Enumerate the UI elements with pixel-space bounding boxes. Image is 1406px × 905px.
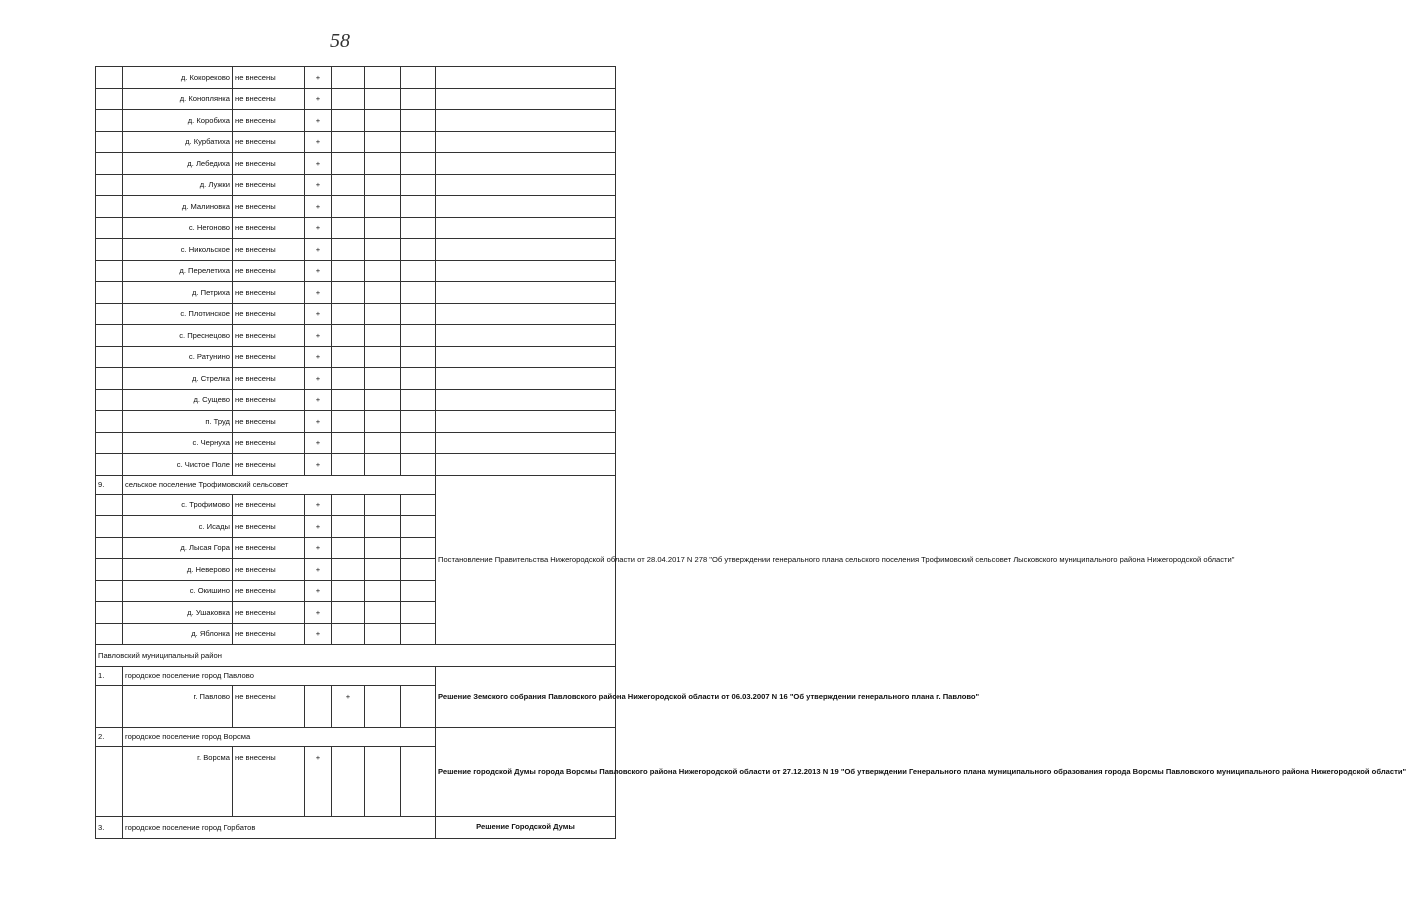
mark-cell-4 xyxy=(401,260,436,282)
settlement-name: д. Лужки xyxy=(123,174,233,196)
mark-cell-4 xyxy=(401,685,436,727)
document-cell xyxy=(436,346,616,368)
mark-cell-2 xyxy=(332,174,365,196)
document-cell: Решение Земского собрания Павловского района Нижегородской области от 06.03.2007 N 16 "Об утверждении генерального плана г. Павлово" xyxy=(436,666,616,727)
mark-cell-1: + xyxy=(305,217,332,239)
table-row xyxy=(96,239,616,261)
mark-cell-2 xyxy=(332,454,365,476)
mark-cell-3 xyxy=(365,559,401,581)
document-cell xyxy=(436,131,616,153)
table-row xyxy=(96,325,616,347)
changes-status: не внесены xyxy=(233,110,305,132)
document-cell xyxy=(436,303,616,325)
num-cell xyxy=(96,454,123,476)
changes-status: не внесены xyxy=(233,153,305,175)
mark-cell-3 xyxy=(365,260,401,282)
document-cell xyxy=(436,389,616,411)
mark-cell-1: + xyxy=(305,623,332,645)
mark-cell-3 xyxy=(365,131,401,153)
changes-status: не внесены xyxy=(233,602,305,624)
mark-cell-4 xyxy=(401,217,436,239)
changes-status: не внесены xyxy=(233,623,305,645)
num-cell xyxy=(96,602,123,624)
mark-cell-2 xyxy=(332,537,365,559)
section-title: городское поселение город Горбатов xyxy=(123,816,436,838)
mark-cell-4 xyxy=(401,602,436,624)
mark-cell-1: + xyxy=(305,389,332,411)
settlement-name: с. Исады xyxy=(123,516,233,538)
planning-table xyxy=(95,66,1406,839)
table-row xyxy=(96,432,616,454)
mark-cell-1: + xyxy=(305,303,332,325)
num-cell xyxy=(96,110,123,132)
document-cell: Решение городской Думы города Ворсмы Павловского района Нижегородской области от 27.12.2013 N 19 "Об утверждении Генерального плана муниципального образования города Ворсмы Павловского муниципального района Нижегородской области" xyxy=(436,727,616,816)
document-cell xyxy=(436,174,616,196)
mark-cell-1: + xyxy=(305,282,332,304)
mark-cell-1: + xyxy=(305,454,332,476)
document-cell xyxy=(436,196,616,218)
settlement-name: п. Труд xyxy=(123,411,233,433)
mark-cell-3 xyxy=(365,537,401,559)
mark-cell-2 xyxy=(332,196,365,218)
mark-cell-1: + xyxy=(305,260,332,282)
table-row xyxy=(96,411,616,433)
mark-cell-1: + xyxy=(305,110,332,132)
changes-status: не внесены xyxy=(233,260,305,282)
section-number: 9. xyxy=(96,475,123,494)
settlement-name: д. Неверово xyxy=(123,559,233,581)
mark-cell-1: + xyxy=(305,174,332,196)
mark-cell-4 xyxy=(401,67,436,89)
num-cell xyxy=(96,580,123,602)
num-cell xyxy=(96,559,123,581)
mark-cell-4 xyxy=(401,494,436,516)
mark-cell-4 xyxy=(401,368,436,390)
section-title: сельское поселение Трофимовский сельсовет xyxy=(123,475,436,494)
changes-status: не внесены xyxy=(233,746,305,816)
num-cell xyxy=(96,217,123,239)
document-cell xyxy=(436,217,616,239)
mark-cell-2 xyxy=(332,260,365,282)
num-cell xyxy=(96,260,123,282)
mark-cell-2 xyxy=(332,602,365,624)
mark-cell-1: + xyxy=(305,131,332,153)
section-header-row xyxy=(96,666,616,685)
mark-cell-4 xyxy=(401,110,436,132)
document-cell xyxy=(436,411,616,433)
table-row xyxy=(96,88,616,110)
mark-cell-2 xyxy=(332,494,365,516)
section-header-row xyxy=(96,475,616,494)
mark-cell-1: + xyxy=(305,537,332,559)
section-number: 3. xyxy=(96,816,123,838)
mark-cell-4 xyxy=(401,432,436,454)
table-row xyxy=(96,389,616,411)
mark-cell-1: + xyxy=(305,559,332,581)
changes-status: не внесены xyxy=(233,432,305,454)
num-cell xyxy=(96,303,123,325)
mark-cell-4 xyxy=(401,325,436,347)
mark-cell-3 xyxy=(365,389,401,411)
mark-cell-2 xyxy=(332,153,365,175)
mark-cell-3 xyxy=(365,494,401,516)
mark-cell-2 xyxy=(332,368,365,390)
mark-cell-1: + xyxy=(305,153,332,175)
mark-cell-2 xyxy=(332,432,365,454)
mark-cell-4 xyxy=(401,303,436,325)
num-cell xyxy=(96,153,123,175)
table-row xyxy=(96,368,616,390)
mark-cell-3 xyxy=(365,411,401,433)
num-cell xyxy=(96,432,123,454)
num-cell xyxy=(96,516,123,538)
table-row xyxy=(96,282,616,304)
settlement-name: д. Лысая Гора xyxy=(123,537,233,559)
table-row xyxy=(96,454,616,476)
changes-status: не внесены xyxy=(233,174,305,196)
mark-cell-3 xyxy=(365,174,401,196)
mark-cell-2 xyxy=(332,239,365,261)
mark-cell-3 xyxy=(365,88,401,110)
changes-status: не внесены xyxy=(233,67,305,89)
changes-status: не внесены xyxy=(233,580,305,602)
mark-cell-1: + xyxy=(305,346,332,368)
document-cell xyxy=(436,368,616,390)
mark-cell-4 xyxy=(401,346,436,368)
mark-cell-1: + xyxy=(305,432,332,454)
mark-cell-2 xyxy=(332,411,365,433)
mark-cell-3 xyxy=(365,303,401,325)
mark-cell-2 xyxy=(332,217,365,239)
document-cell xyxy=(436,282,616,304)
document-cell xyxy=(436,153,616,175)
mark-cell-2 xyxy=(332,346,365,368)
mark-cell-1: + xyxy=(305,239,332,261)
changes-status: не внесены xyxy=(233,196,305,218)
page-number: 58 xyxy=(330,30,350,52)
mark-cell-4 xyxy=(401,559,436,581)
num-cell xyxy=(96,494,123,516)
mark-cell-4 xyxy=(401,153,436,175)
changes-status: не внесены xyxy=(233,559,305,581)
mark-cell-3 xyxy=(365,196,401,218)
mark-cell-3 xyxy=(365,368,401,390)
table-row xyxy=(96,67,616,89)
num-cell xyxy=(96,389,123,411)
settlement-name: с. Чернуха xyxy=(123,432,233,454)
table-row xyxy=(96,217,616,239)
num-cell xyxy=(96,685,123,727)
section-number: 1. xyxy=(96,666,123,685)
mark-cell-3 xyxy=(365,623,401,645)
settlement-name: с. Ратунино xyxy=(123,346,233,368)
mark-cell-1 xyxy=(305,685,332,727)
mark-cell-1: + xyxy=(305,602,332,624)
table-row xyxy=(96,196,616,218)
mark-cell-2 xyxy=(332,559,365,581)
changes-status: не внесены xyxy=(233,537,305,559)
section-header-row xyxy=(96,727,616,746)
mark-cell-3 xyxy=(365,602,401,624)
changes-status: не внесены xyxy=(233,411,305,433)
num-cell xyxy=(96,196,123,218)
num-cell xyxy=(96,325,123,347)
district-title: Павловский муниципальный район xyxy=(96,645,616,667)
section-number: 2. xyxy=(96,727,123,746)
mark-cell-4 xyxy=(401,580,436,602)
mark-cell-4 xyxy=(401,174,436,196)
mark-cell-2 xyxy=(332,67,365,89)
mark-cell-2 xyxy=(332,131,365,153)
settlement-name: г. Ворсма xyxy=(123,746,233,816)
mark-cell-2 xyxy=(332,110,365,132)
mark-cell-4 xyxy=(401,411,436,433)
mark-cell-2 xyxy=(332,580,365,602)
settlement-name: д. Курбатиха xyxy=(123,131,233,153)
settlement-name: д. Ушаковка xyxy=(123,602,233,624)
num-cell xyxy=(96,67,123,89)
num-cell xyxy=(96,131,123,153)
mark-cell-2 xyxy=(332,325,365,347)
document-cell xyxy=(436,110,616,132)
num-cell xyxy=(96,537,123,559)
mark-cell-1: + xyxy=(305,67,332,89)
mark-cell-1: + xyxy=(305,494,332,516)
num-cell xyxy=(96,411,123,433)
settlement-name: с. Трофимово xyxy=(123,494,233,516)
mark-cell-3 xyxy=(365,580,401,602)
mark-cell-1: + xyxy=(305,580,332,602)
changes-status: не внесены xyxy=(233,303,305,325)
mark-cell-2: + xyxy=(332,685,365,727)
changes-status: не внесены xyxy=(233,131,305,153)
table-row xyxy=(96,303,616,325)
changes-status: не внесены xyxy=(233,685,305,727)
settlement-name: д. Малиновка xyxy=(123,196,233,218)
settlement-name: д. Коноплянка xyxy=(123,88,233,110)
mark-cell-1: + xyxy=(305,746,332,816)
mark-cell-1: + xyxy=(305,196,332,218)
changes-status: не внесены xyxy=(233,346,305,368)
mark-cell-1: + xyxy=(305,411,332,433)
settlement-name: с. Окишино xyxy=(123,580,233,602)
mark-cell-4 xyxy=(401,746,436,816)
document-cell xyxy=(436,239,616,261)
settlement-name: с. Негоново xyxy=(123,217,233,239)
settlement-name: с. Плотинское xyxy=(123,303,233,325)
table-row xyxy=(96,131,616,153)
changes-status: не внесены xyxy=(233,494,305,516)
mark-cell-2 xyxy=(332,389,365,411)
table-row xyxy=(96,153,616,175)
mark-cell-4 xyxy=(401,239,436,261)
changes-status: не внесены xyxy=(233,516,305,538)
mark-cell-4 xyxy=(401,88,436,110)
mark-cell-4 xyxy=(401,623,436,645)
mark-cell-3 xyxy=(365,346,401,368)
mark-cell-3 xyxy=(365,516,401,538)
section-title: городское поселение город Ворсма xyxy=(123,727,436,746)
mark-cell-2 xyxy=(332,88,365,110)
mark-cell-4 xyxy=(401,516,436,538)
mark-cell-2 xyxy=(332,623,365,645)
mark-cell-4 xyxy=(401,282,436,304)
mark-cell-3 xyxy=(365,67,401,89)
settlement-name: д. Коробиха xyxy=(123,110,233,132)
mark-cell-3 xyxy=(365,685,401,727)
table-row xyxy=(96,260,616,282)
settlement-name: с. Преснецово xyxy=(123,325,233,347)
mark-cell-3 xyxy=(365,454,401,476)
mark-cell-4 xyxy=(401,454,436,476)
mark-cell-1: + xyxy=(305,368,332,390)
mark-cell-3 xyxy=(365,282,401,304)
mark-cell-1: + xyxy=(305,88,332,110)
changes-status: не внесены xyxy=(233,282,305,304)
mark-cell-2 xyxy=(332,282,365,304)
changes-status: не внесены xyxy=(233,454,305,476)
mark-cell-2 xyxy=(332,303,365,325)
settlement-name: с. Никольское xyxy=(123,239,233,261)
changes-status: не внесены xyxy=(233,217,305,239)
mark-cell-3 xyxy=(365,432,401,454)
num-cell xyxy=(96,239,123,261)
section-title: городское поселение город Павлово xyxy=(123,666,436,685)
settlement-name: д. Кокореково xyxy=(123,67,233,89)
document-cell: Решение Городской Думы xyxy=(436,816,616,838)
document-cell xyxy=(436,325,616,347)
mark-cell-1: + xyxy=(305,516,332,538)
num-cell xyxy=(96,88,123,110)
num-cell xyxy=(96,746,123,816)
settlement-name: д. Яблонка xyxy=(123,623,233,645)
document-cell xyxy=(436,454,616,476)
settlement-name: с. Чистое Поле xyxy=(123,454,233,476)
num-cell xyxy=(96,346,123,368)
num-cell xyxy=(96,368,123,390)
num-cell xyxy=(96,174,123,196)
changes-status: не внесены xyxy=(233,88,305,110)
settlement-name: д. Стрелка xyxy=(123,368,233,390)
mark-cell-2 xyxy=(332,746,365,816)
document-cell xyxy=(436,67,616,89)
document-cell: Постановление Правительства Нижегородской области от 28.04.2017 N 278 "Об утверждении генерального плана сельского поселения Трофимовский сельсовет Лысковского муниципального района Нижегородской области" xyxy=(436,475,616,645)
settlement-name: д. Петриха xyxy=(123,282,233,304)
mark-cell-4 xyxy=(401,389,436,411)
changes-status: не внесены xyxy=(233,389,305,411)
table-row xyxy=(96,346,616,368)
table-row xyxy=(96,174,616,196)
settlement-name: д. Сущево xyxy=(123,389,233,411)
section-header-row xyxy=(96,816,616,838)
mark-cell-4 xyxy=(401,537,436,559)
settlement-name: д. Лебедиха xyxy=(123,153,233,175)
changes-status: не внесены xyxy=(233,239,305,261)
table-row xyxy=(96,110,616,132)
mark-cell-3 xyxy=(365,110,401,132)
settlement-name: г. Павлово xyxy=(123,685,233,727)
document-cell xyxy=(436,432,616,454)
mark-cell-4 xyxy=(401,196,436,218)
settlement-name: д. Перелетиха xyxy=(123,260,233,282)
district-row xyxy=(96,645,616,667)
changes-status: не внесены xyxy=(233,368,305,390)
mark-cell-4 xyxy=(401,131,436,153)
mark-cell-3 xyxy=(365,325,401,347)
mark-cell-3 xyxy=(365,153,401,175)
mark-cell-3 xyxy=(365,239,401,261)
changes-status: не внесены xyxy=(233,325,305,347)
mark-cell-2 xyxy=(332,516,365,538)
mark-cell-3 xyxy=(365,746,401,816)
num-cell xyxy=(96,282,123,304)
num-cell xyxy=(96,623,123,645)
mark-cell-1: + xyxy=(305,325,332,347)
document-cell xyxy=(436,88,616,110)
document-cell xyxy=(436,260,616,282)
mark-cell-3 xyxy=(365,217,401,239)
